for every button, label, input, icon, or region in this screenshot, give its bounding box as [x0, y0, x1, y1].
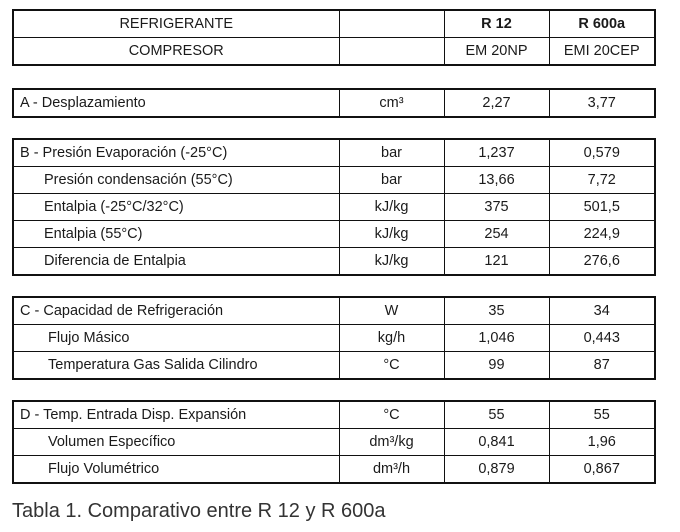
table-row	[13, 352, 655, 380]
row-r12: 35	[444, 297, 549, 325]
row-r600a: 276,6	[549, 248, 655, 276]
table-row	[13, 401, 655, 429]
row-label: B - Presión Evaporación (-25°C)	[13, 139, 339, 167]
row-r600a: 34	[549, 297, 655, 325]
row-r600a: 55	[549, 401, 655, 429]
header-table	[12, 9, 656, 66]
row-r600a: 0,443	[549, 325, 655, 352]
row-unit: W	[339, 297, 444, 325]
row-r12: 13,66	[444, 167, 549, 194]
table-row	[13, 429, 655, 456]
row-r600a: 0,579	[549, 139, 655, 167]
row-label: Flujo Volumétrico	[13, 456, 339, 484]
row-label: Entalpia (-25°C/32°C)	[13, 194, 339, 221]
row-r600a: 501,5	[549, 194, 655, 221]
header-row-compresor	[13, 38, 655, 66]
table-row	[13, 456, 655, 484]
row-label: C - Capacidad de Refrigeración	[13, 297, 339, 325]
header-unit	[339, 38, 444, 66]
row-r600a: 224,9	[549, 221, 655, 248]
row-unit: dm³/kg	[339, 429, 444, 456]
header-row-refrigerante	[13, 10, 655, 38]
section-b-table	[12, 138, 656, 276]
row-r12: 1,046	[444, 325, 549, 352]
table-row	[13, 221, 655, 248]
row-unit: kJ/kg	[339, 194, 444, 221]
row-r600a: 7,72	[549, 167, 655, 194]
table-row	[13, 194, 655, 221]
row-r12: 0,841	[444, 429, 549, 456]
row-unit: bar	[339, 139, 444, 167]
table-row	[13, 325, 655, 352]
header-unit	[339, 10, 444, 38]
header-label: REFRIGERANTE	[13, 10, 339, 38]
row-label: Temperatura Gas Salida Cilindro	[13, 352, 339, 380]
row-unit: bar	[339, 167, 444, 194]
row-r12: 55	[444, 401, 549, 429]
compressor-r12: EM 20NP	[444, 38, 549, 66]
row-unit: kJ/kg	[339, 221, 444, 248]
row-label: Volumen Específico	[13, 429, 339, 456]
row-r12: 2,27	[444, 89, 549, 117]
table-row	[13, 139, 655, 167]
table-caption: Tabla 1. Comparativo entre R 12 y R 600a	[12, 500, 386, 522]
row-r12: 99	[444, 352, 549, 380]
row-r12: 254	[444, 221, 549, 248]
row-label: D - Temp. Entrada Disp. Expansión	[13, 401, 339, 429]
row-unit: kJ/kg	[339, 248, 444, 276]
row-unit: dm³/h	[339, 456, 444, 484]
row-label: A - Desplazamiento	[13, 89, 339, 117]
table-row	[13, 167, 655, 194]
header-r12: R 12	[444, 10, 549, 38]
header-r600a: R 600a	[549, 10, 655, 38]
row-r12: 0,879	[444, 456, 549, 484]
row-r12: 121	[444, 248, 549, 276]
row-label: Flujo Másico	[13, 325, 339, 352]
table-row	[13, 297, 655, 325]
row-r12: 1,237	[444, 139, 549, 167]
row-unit: °C	[339, 352, 444, 380]
section-d-table	[12, 400, 656, 484]
row-r12: 375	[444, 194, 549, 221]
row-unit: °C	[339, 401, 444, 429]
row-label: Diferencia de Entalpia	[13, 248, 339, 276]
compressor-r600a: EMI 20CEP	[549, 38, 655, 66]
row-unit: kg/h	[339, 325, 444, 352]
table-row	[13, 248, 655, 276]
row-label: Entalpia (55°C)	[13, 221, 339, 248]
row-label: Presión condensación (55°C)	[13, 167, 339, 194]
row-r600a: 1,96	[549, 429, 655, 456]
section-c-table	[12, 296, 656, 380]
row-r600a: 87	[549, 352, 655, 380]
section-a-table	[12, 88, 656, 118]
header-label: COMPRESOR	[13, 38, 339, 66]
row-r600a: 3,77	[549, 89, 655, 117]
row-unit: cm³	[339, 89, 444, 117]
row-r600a: 0,867	[549, 456, 655, 484]
table-row	[13, 89, 655, 117]
